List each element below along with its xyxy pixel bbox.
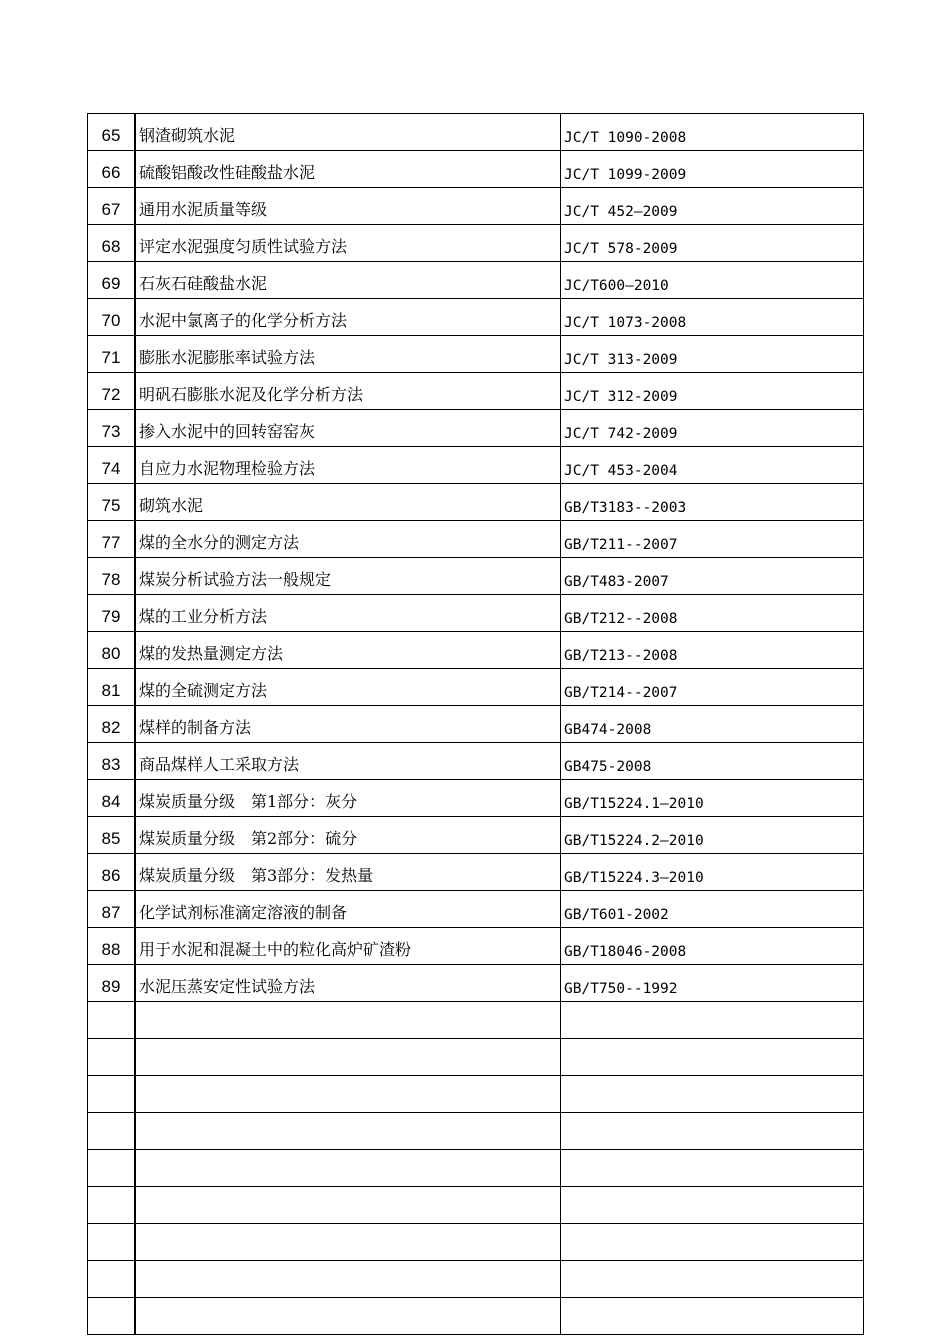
standard-code: GB475-2008 [561, 743, 864, 780]
row-number: 84 [88, 780, 136, 817]
standard-code: GB/T15224.1—2010 [561, 780, 864, 817]
row-number: 67 [88, 188, 136, 225]
empty-cell [135, 1261, 561, 1298]
standard-code: GB/T213--2008 [561, 632, 864, 669]
table-row [88, 188, 864, 225]
table-row [88, 891, 864, 928]
empty-row [88, 1261, 864, 1298]
empty-cell [88, 1150, 136, 1187]
table-row [88, 484, 864, 521]
standards-table-body [88, 114, 864, 1335]
row-number: 68 [88, 225, 136, 262]
table-row [88, 336, 864, 373]
table-row [88, 632, 864, 669]
standard-code: JC/T 742-2009 [561, 410, 864, 447]
standard-name: 水泥压蒸安定性试验方法 [135, 965, 561, 1002]
empty-cell [561, 1187, 864, 1224]
table-row [88, 151, 864, 188]
standard-code: JC/T 453-2004 [561, 447, 864, 484]
empty-cell [88, 1298, 136, 1335]
empty-cell [561, 1150, 864, 1187]
empty-cell [135, 1076, 561, 1113]
empty-cell [88, 1076, 136, 1113]
standard-name: 商品煤样人工采取方法 [135, 743, 561, 780]
table-row [88, 114, 864, 151]
row-number: 79 [88, 595, 136, 632]
empty-cell [135, 1224, 561, 1261]
standard-code: GB/T211--2007 [561, 521, 864, 558]
standard-code: JC/T 452—2009 [561, 188, 864, 225]
table-row [88, 706, 864, 743]
table-row [88, 854, 864, 891]
row-number: 85 [88, 817, 136, 854]
empty-cell [561, 1113, 864, 1150]
row-number: 66 [88, 151, 136, 188]
empty-cell [561, 1076, 864, 1113]
empty-row [88, 1113, 864, 1150]
row-number: 71 [88, 336, 136, 373]
empty-cell [561, 1261, 864, 1298]
standard-code: GB/T212--2008 [561, 595, 864, 632]
table-row [88, 373, 864, 410]
table-row [88, 521, 864, 558]
row-number: 86 [88, 854, 136, 891]
standard-name: 煤的全水分的测定方法 [135, 521, 561, 558]
row-number: 65 [88, 114, 136, 151]
empty-row [88, 1298, 864, 1335]
table-row [88, 595, 864, 632]
standard-name: 砌筑水泥 [135, 484, 561, 521]
empty-cell [88, 1113, 136, 1150]
empty-cell [135, 1150, 561, 1187]
row-number: 82 [88, 706, 136, 743]
empty-cell [561, 1298, 864, 1335]
standard-name: 通用水泥质量等级 [135, 188, 561, 225]
table-row [88, 743, 864, 780]
empty-cell [135, 1002, 561, 1039]
empty-cell [88, 1039, 136, 1076]
table-row [88, 558, 864, 595]
table-row [88, 817, 864, 854]
standard-name: 掺入水泥中的回转窑窑灰 [135, 410, 561, 447]
table-row [88, 225, 864, 262]
empty-cell [135, 1298, 561, 1335]
standard-name: 煤炭质量分级 第3部分：发热量 [135, 854, 561, 891]
empty-cell [135, 1039, 561, 1076]
empty-cell [88, 1224, 136, 1261]
table-row [88, 780, 864, 817]
table-row [88, 262, 864, 299]
standard-name: 自应力水泥物理检验方法 [135, 447, 561, 484]
empty-cell [88, 1261, 136, 1298]
standard-code: JC/T 313-2009 [561, 336, 864, 373]
standard-code: JC/T 1099-2009 [561, 151, 864, 188]
row-number: 73 [88, 410, 136, 447]
standard-code: GB/T18046-2008 [561, 928, 864, 965]
empty-row [88, 1039, 864, 1076]
standard-name: 膨胀水泥膨胀率试验方法 [135, 336, 561, 373]
empty-cell [561, 1002, 864, 1039]
standard-code: JC/T 1073-2008 [561, 299, 864, 336]
row-number: 69 [88, 262, 136, 299]
standard-name: 煤的工业分析方法 [135, 595, 561, 632]
standard-code: GB/T15224.3—2010 [561, 854, 864, 891]
row-number: 87 [88, 891, 136, 928]
standard-code: JC/T 578-2009 [561, 225, 864, 262]
row-number: 75 [88, 484, 136, 521]
standard-name: 化学试剂标准滴定溶液的制备 [135, 891, 561, 928]
empty-cell [135, 1113, 561, 1150]
standard-code: JC/T600—2010 [561, 262, 864, 299]
table-row [88, 410, 864, 447]
row-number: 77 [88, 521, 136, 558]
standard-name: 用于水泥和混凝土中的粒化高炉矿渣粉 [135, 928, 561, 965]
row-number: 74 [88, 447, 136, 484]
standard-name: 煤炭质量分级 第1部分：灰分 [135, 780, 561, 817]
standard-name: 煤炭质量分级 第2部分：硫分 [135, 817, 561, 854]
standard-name: 水泥中氯离子的化学分析方法 [135, 299, 561, 336]
row-number: 83 [88, 743, 136, 780]
empty-row [88, 1002, 864, 1039]
row-number: 78 [88, 558, 136, 595]
empty-row [88, 1224, 864, 1261]
standards-table [87, 113, 864, 1335]
empty-row [88, 1187, 864, 1224]
standard-code: GB/T601-2002 [561, 891, 864, 928]
standard-code: JC/T 1090-2008 [561, 114, 864, 151]
table-row [88, 928, 864, 965]
empty-cell [561, 1224, 864, 1261]
standard-name: 煤样的制备方法 [135, 706, 561, 743]
standard-code: GB/T483-2007 [561, 558, 864, 595]
table-row [88, 669, 864, 706]
standard-name: 煤的发热量测定方法 [135, 632, 561, 669]
empty-cell [88, 1002, 136, 1039]
row-number: 88 [88, 928, 136, 965]
standard-code: GB/T750--1992 [561, 965, 864, 1002]
standard-name: 评定水泥强度匀质性试验方法 [135, 225, 561, 262]
standard-code: GB/T214--2007 [561, 669, 864, 706]
standard-name: 硫酸铝酸改性硅酸盐水泥 [135, 151, 561, 188]
standard-name: 石灰石硅酸盐水泥 [135, 262, 561, 299]
row-number: 80 [88, 632, 136, 669]
row-number: 81 [88, 669, 136, 706]
standard-code: GB/T15224.2—2010 [561, 817, 864, 854]
standard-code: GB474-2008 [561, 706, 864, 743]
standard-code: JC/T 312-2009 [561, 373, 864, 410]
standard-code: GB/T3183--2003 [561, 484, 864, 521]
empty-cell [135, 1187, 561, 1224]
standard-name: 钢渣砌筑水泥 [135, 114, 561, 151]
empty-cell [88, 1187, 136, 1224]
table-row [88, 965, 864, 1002]
table-row [88, 447, 864, 484]
empty-cell [561, 1039, 864, 1076]
empty-row [88, 1150, 864, 1187]
row-number: 72 [88, 373, 136, 410]
row-number: 89 [88, 965, 136, 1002]
table-row [88, 299, 864, 336]
standard-name: 煤炭分析试验方法一般规定 [135, 558, 561, 595]
row-number: 70 [88, 299, 136, 336]
standard-name: 明矾石膨胀水泥及化学分析方法 [135, 373, 561, 410]
empty-row [88, 1076, 864, 1113]
standard-name: 煤的全硫测定方法 [135, 669, 561, 706]
